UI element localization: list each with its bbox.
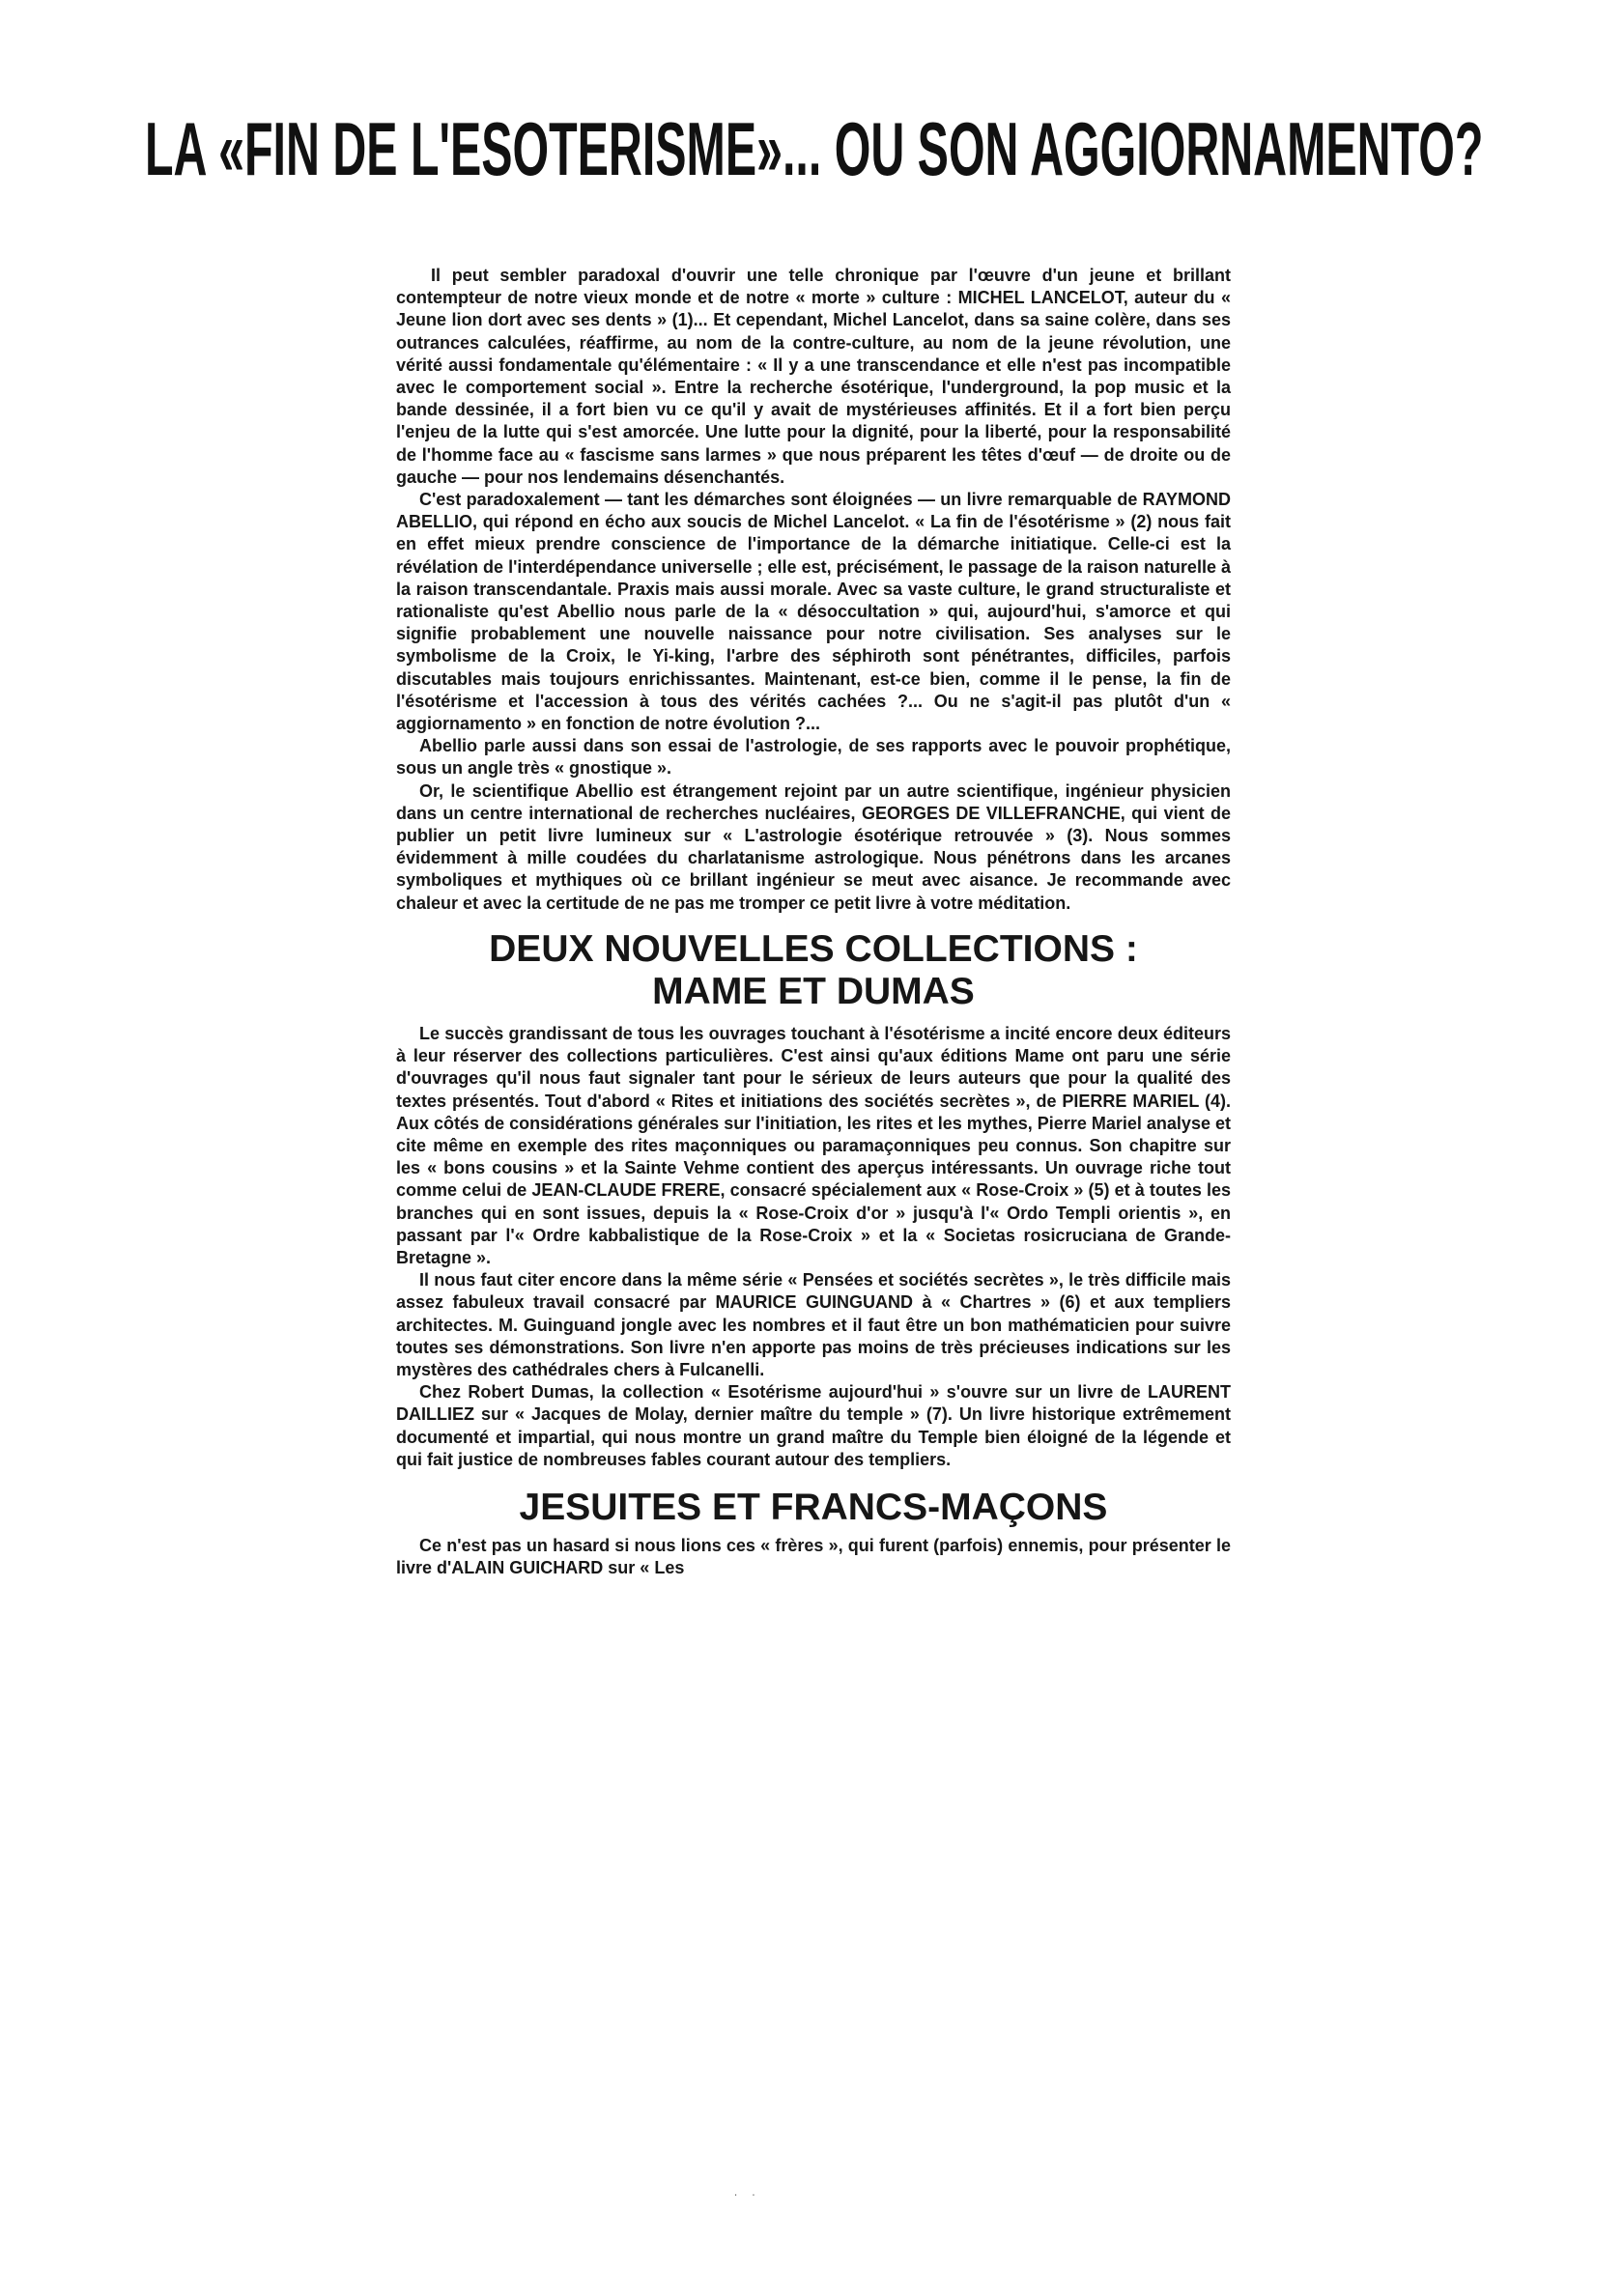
article-body: [396, 265, 1231, 1579]
body-paragraph: Il nous faut citer encore dans la même série « Pensées et sociétés secrètes », le très difficile mais assez fabuleux travail consacré par MAURICE GUINGUAND à « Chartres » (6) et aux templiers architectes. M. Guinguand jongle avec les nombres et il faut être un bon mathématicien pour suivre toutes ses démonstrations. Son livre n'en apporte pas moins de très précieuses indications sur les mystères des cathédrales chers à Fulcanelli.: [396, 1270, 1231, 1379]
section-heading-line: DEUX NOUVELLES COLLECTIONS :: [489, 927, 1138, 970]
body-paragraph: Or, le scientifique Abellio est étrangement rejoint par un autre scientifique, ingénieur physicien dans un centre international de recherches nucléaires, GEORGES DE VILLEFRANCHE, qui vient de publier un petit livre lumineux sur « L'astrologie ésotérique retrouvée » (3). Nous sommes évidemment à mille coudées du charlatanisme astrologique. Nous pénétrons dans les arcanes symboliques et mythiques où ce brillant ingénieur se meut avec aisance. Je recommande avec chaleur et avec la certitude de ne pas me tromper ce petit livre à votre méditation.: [396, 780, 1231, 913]
body-paragraph: Ce n'est pas un hasard si nous lions ces « frères », qui furent (parfois) ennemis, pour présenter le livre d'ALAIN GUICHARD sur « Les: [396, 1535, 1231, 1578]
body-paragraph: Chez Robert Dumas, la collection « Esotérisme aujourd'hui » s'ouvre sur un livre de LAURENT DAILLIEZ sur « Jacques de Molay, dernier maître du temple » (7). Un livre historique extrêmement documenté et impartial, qui nous montre un grand maître du Temple bien éloigné de la légende et qui fait justice de nombreuses fables courant autour des templiers.: [396, 1382, 1231, 1469]
body-paragraph: Le succès grandissant de tous les ouvrages touchant à l'ésotérisme a incité encore deux éditeurs à leur réserver des collections particulières. C'est ainsi qu'aux éditions Mame ont paru une série d'ouvrages qu'il nous faut signaler tant pour le sérieux de leurs auteurs que pour la qualité des textes présentés. Tout d'abord « Rites et initiations des sociétés secrètes », de PIERRE MARIEL (4). Aux côtés de considérations générales sur l'initiation, les rites et les mythes, Pierre Mariel analyse et cite même en exemple des rites maçonniques ou paramaçonniques peu connus. Son chapitre sur les « bons cousins » et la Sainte Vehme contient des aperçus intéressants. Un ouvrage riche tout comme celui de JEAN-CLAUDE FRERE, consacré spécialement aux « Rose-Croix » (5) et à toutes les branches qui en sont issues, depuis la « Rose-Croix d'or » jusqu'à l'« Ordo Templi orientis », en passant par l'« Ordre kabbalistique de la Rose-Croix » et la « Societas rosicruciana de Grande-Bretagne ».: [396, 1023, 1231, 1267]
article-title: LA «FIN DE L'ESOTERISME»... OU SON AGGIORNAMENTO?: [145, 106, 1484, 191]
body-paragraph: Abellio parle aussi dans son essai de l'astrologie, de ses rapports avec le pouvoir prophétique, sous un angle très « gnostique ».: [396, 736, 1231, 779]
body-paragraph: Il peut sembler paradoxal d'ouvrir une telle chronique par l'œuvre d'un jeune et brillant contempteur de notre vieux monde et de notre « morte » culture : MICHEL LANCELOT, auteur du « Jeune lion dort avec ses dents » (1)... Et cependant, Michel Lancelot, dans sa saine colère, dans ses outrances calculées, réaffirme, au nom de la contre-culture, au nom de la jeune révolution, une vérité aussi fondamentale qu'élémentaire : « Il y a une transcendance et elle n'est pas incompatible avec le comportement social ». Entre la recherche ésotérique, l'underground, la pop music et la bande dessinée, il a fort bien vu ce qu'il y avait de mystérieuses affinités. Et il a fort bien perçu l'enjeu de la lutte qui s'est amorcée. Une lutte pour la dignité, pour la liberté, pour la responsabilité de l'homme face au « fascisme sans larmes » que nous préparent les têtes d'œuf — de droite ou de gauche — pour nos lendemains désenchantés.: [396, 266, 1231, 487]
section-heading-line: MAME ET DUMAS: [652, 970, 975, 1012]
section-heading-collections: [396, 928, 1231, 1013]
body-paragraph: C'est paradoxalement — tant les démarches sont éloignées — un livre remarquable de RAYMOND ABELLIO, qui répond en écho aux soucis de Michel Lancelot. « La fin de l'ésotérisme » (2) nous fait en effet mieux prendre conscience de l'importance de la démarche initiatique. Celle-ci est la révélation de l'interdépendance universelle ; elle est, précisément, le passage de la raison naturelle à la raison transcendantale. Praxis mais aussi morale. Avec sa vaste culture, le grand structuraliste et rationaliste qu'est Abellio nous parle de la « désoccultation » qui, aujourd'hui, s'amorce et qui signifie probablement une nouvelle naissance pour notre civilisation. Ses analyses sur le symbolisme de la Croix, le Yi-king, l'arbre des séphiroth sont pénétrantes, difficiles, parfois discutables mais toujours enrichissantes. Maintenant, est-ce bien, comme il le pense, la fin de l'ésotérisme et l'accession à tous des vérités cachées ?... Ou ne s'agit-il pas plutôt d'un « aggiornamento » en fonction de notre évolution ?...: [396, 490, 1231, 734]
section-heading-jesuites: JESUITES ET FRANCS-MAÇONS: [519, 1486, 1108, 1528]
print-specks: · ·: [734, 2191, 761, 2201]
